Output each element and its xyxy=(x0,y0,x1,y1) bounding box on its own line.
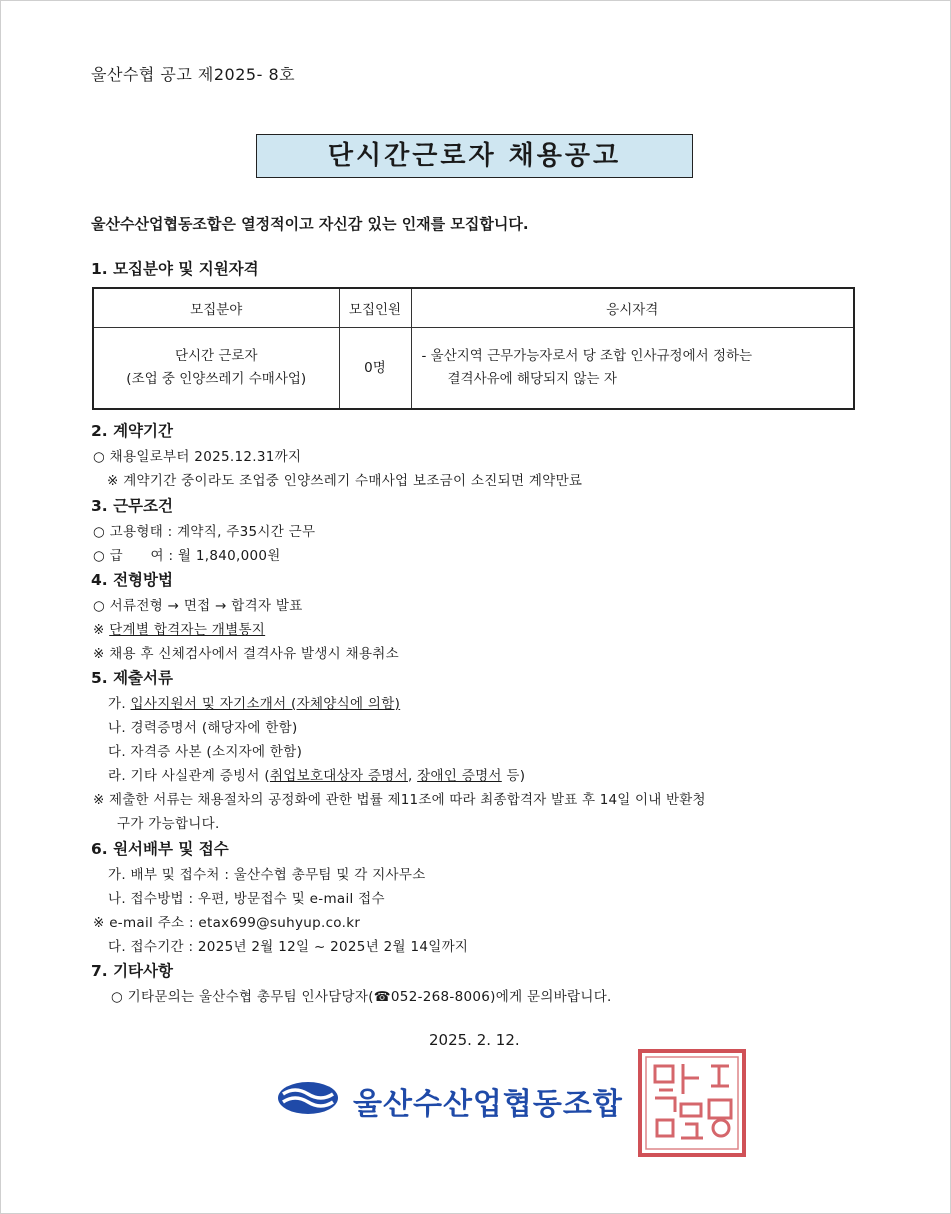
official-seal-icon xyxy=(637,1048,747,1158)
table-header-row xyxy=(93,288,854,328)
suhyup-logo-icon xyxy=(277,1081,339,1115)
section6-item2: 나. 접수방법 : 우편, 방문접수 및 e-mail 접수 xyxy=(108,891,385,907)
table-header-count: 모집인원 xyxy=(339,288,411,328)
section6-item4: 다. 접수기간 : 2025년 2월 12일 ~ 2025년 2월 14일까지 xyxy=(108,939,469,955)
recruitment-table xyxy=(92,287,855,410)
section6-item1: 가. 배부 및 접수처 : 울산수협 총무팀 및 각 지사무소 xyxy=(108,867,426,883)
item-prefix: 가. xyxy=(108,696,131,712)
section2-line2: ※ 계약기간 중이라도 조업중 인양쓰레기 수매사업 보조금이 소진되면 계약만료 xyxy=(107,473,583,489)
qualification-line1: - 울산지역 근무가능자로서 당 조합 인사규정에서 정하는 xyxy=(421,348,753,364)
section5-title: 5. 제출서류 xyxy=(91,669,173,687)
table-row xyxy=(93,328,854,410)
section4-line2 xyxy=(93,618,265,638)
section7-line1: ○ 기타문의는 울산수협 총무팀 인사담당자(☎052-268-8006)에게 문의바랍니다. xyxy=(111,989,612,1005)
veteran-cert-underlined: 취업보호대상자 증명서 xyxy=(269,768,408,784)
section5-item4 xyxy=(108,764,525,784)
table-header-field: 모집분야 xyxy=(93,288,339,328)
field-line1: 단시간 근로자 xyxy=(174,348,258,364)
qualification-line2: 결격사유에 해당되지 않는 자 xyxy=(447,371,617,387)
page-title: 단시간근로자 채용공고 xyxy=(256,134,693,178)
issue-date: 2025. 2. 12. xyxy=(429,1031,520,1049)
section5-item2: 나. 경력증명서 (해당자에 한함) xyxy=(108,720,298,736)
field-cell xyxy=(93,328,339,410)
item-suffix: 등) xyxy=(501,768,526,784)
section3-title: 3. 근무조건 xyxy=(91,497,173,515)
section5-item1 xyxy=(108,692,400,712)
section1-title: 1. 모집분야 및 지원자격 xyxy=(91,260,259,278)
field-line2: (조업 중 인양쓰레기 수매사업) xyxy=(126,371,307,387)
section3-line2: ○ 급 여 : 월 1,840,000원 xyxy=(93,548,281,564)
section4-title: 4. 전형방법 xyxy=(91,571,173,589)
table-header-qualification: 응시자격 xyxy=(411,288,854,328)
section7-title: 7. 기타사항 xyxy=(91,962,173,980)
disability-cert-underlined: 장애인 증명서 xyxy=(417,768,502,784)
section4-line3: ※ 채용 후 신체검사에서 결격사유 발생시 채용취소 xyxy=(93,646,399,662)
section6-title: 6. 원서배부 및 접수 xyxy=(91,840,229,858)
section5-note-line2: 구가 가능합니다. xyxy=(117,816,220,832)
count-cell: 0명 xyxy=(339,328,411,410)
document-number: 울산수협 공고 제2025- 8호 xyxy=(91,65,296,84)
item-prefix: 라. 기타 사실관계 증빙서 ( xyxy=(108,768,270,784)
section2-title: 2. 계약기간 xyxy=(91,422,173,440)
section5-item3: 다. 자격증 사본 (소지자에 한함) xyxy=(108,744,303,760)
section4-line1: ○ 서류전형 → 면접 → 합격자 발표 xyxy=(93,598,303,614)
section6-email: ※ e-mail 주소 : etax699@suhyup.co.kr xyxy=(93,915,361,931)
section5-note-line1: ※ 제출한 서류는 채용절차의 공정화에 관한 법률 제11조에 따라 최종합격자 발표 후 14일 이내 반환청 xyxy=(93,792,706,808)
section3-line1: ○ 고용형태 : 계약직, 주35시간 근무 xyxy=(93,524,316,540)
qualification-cell xyxy=(411,328,854,410)
intro-text: 울산수산업협동조합은 열정적이고 자신감 있는 인재를 모집합니다. xyxy=(91,215,529,233)
application-docs-underlined: 입사지원서 및 자기소개서 (자체양식에 의함) xyxy=(130,696,401,712)
organization-name: 울산수산업협동조합 xyxy=(353,1087,623,1122)
separator: , xyxy=(407,768,418,784)
section2-line1: ○ 채용일로부터 2025.12.31까지 xyxy=(93,449,302,465)
notice-underlined: 단계별 합격자는 개별통지 xyxy=(109,622,266,638)
note-mark: ※ xyxy=(93,622,110,638)
